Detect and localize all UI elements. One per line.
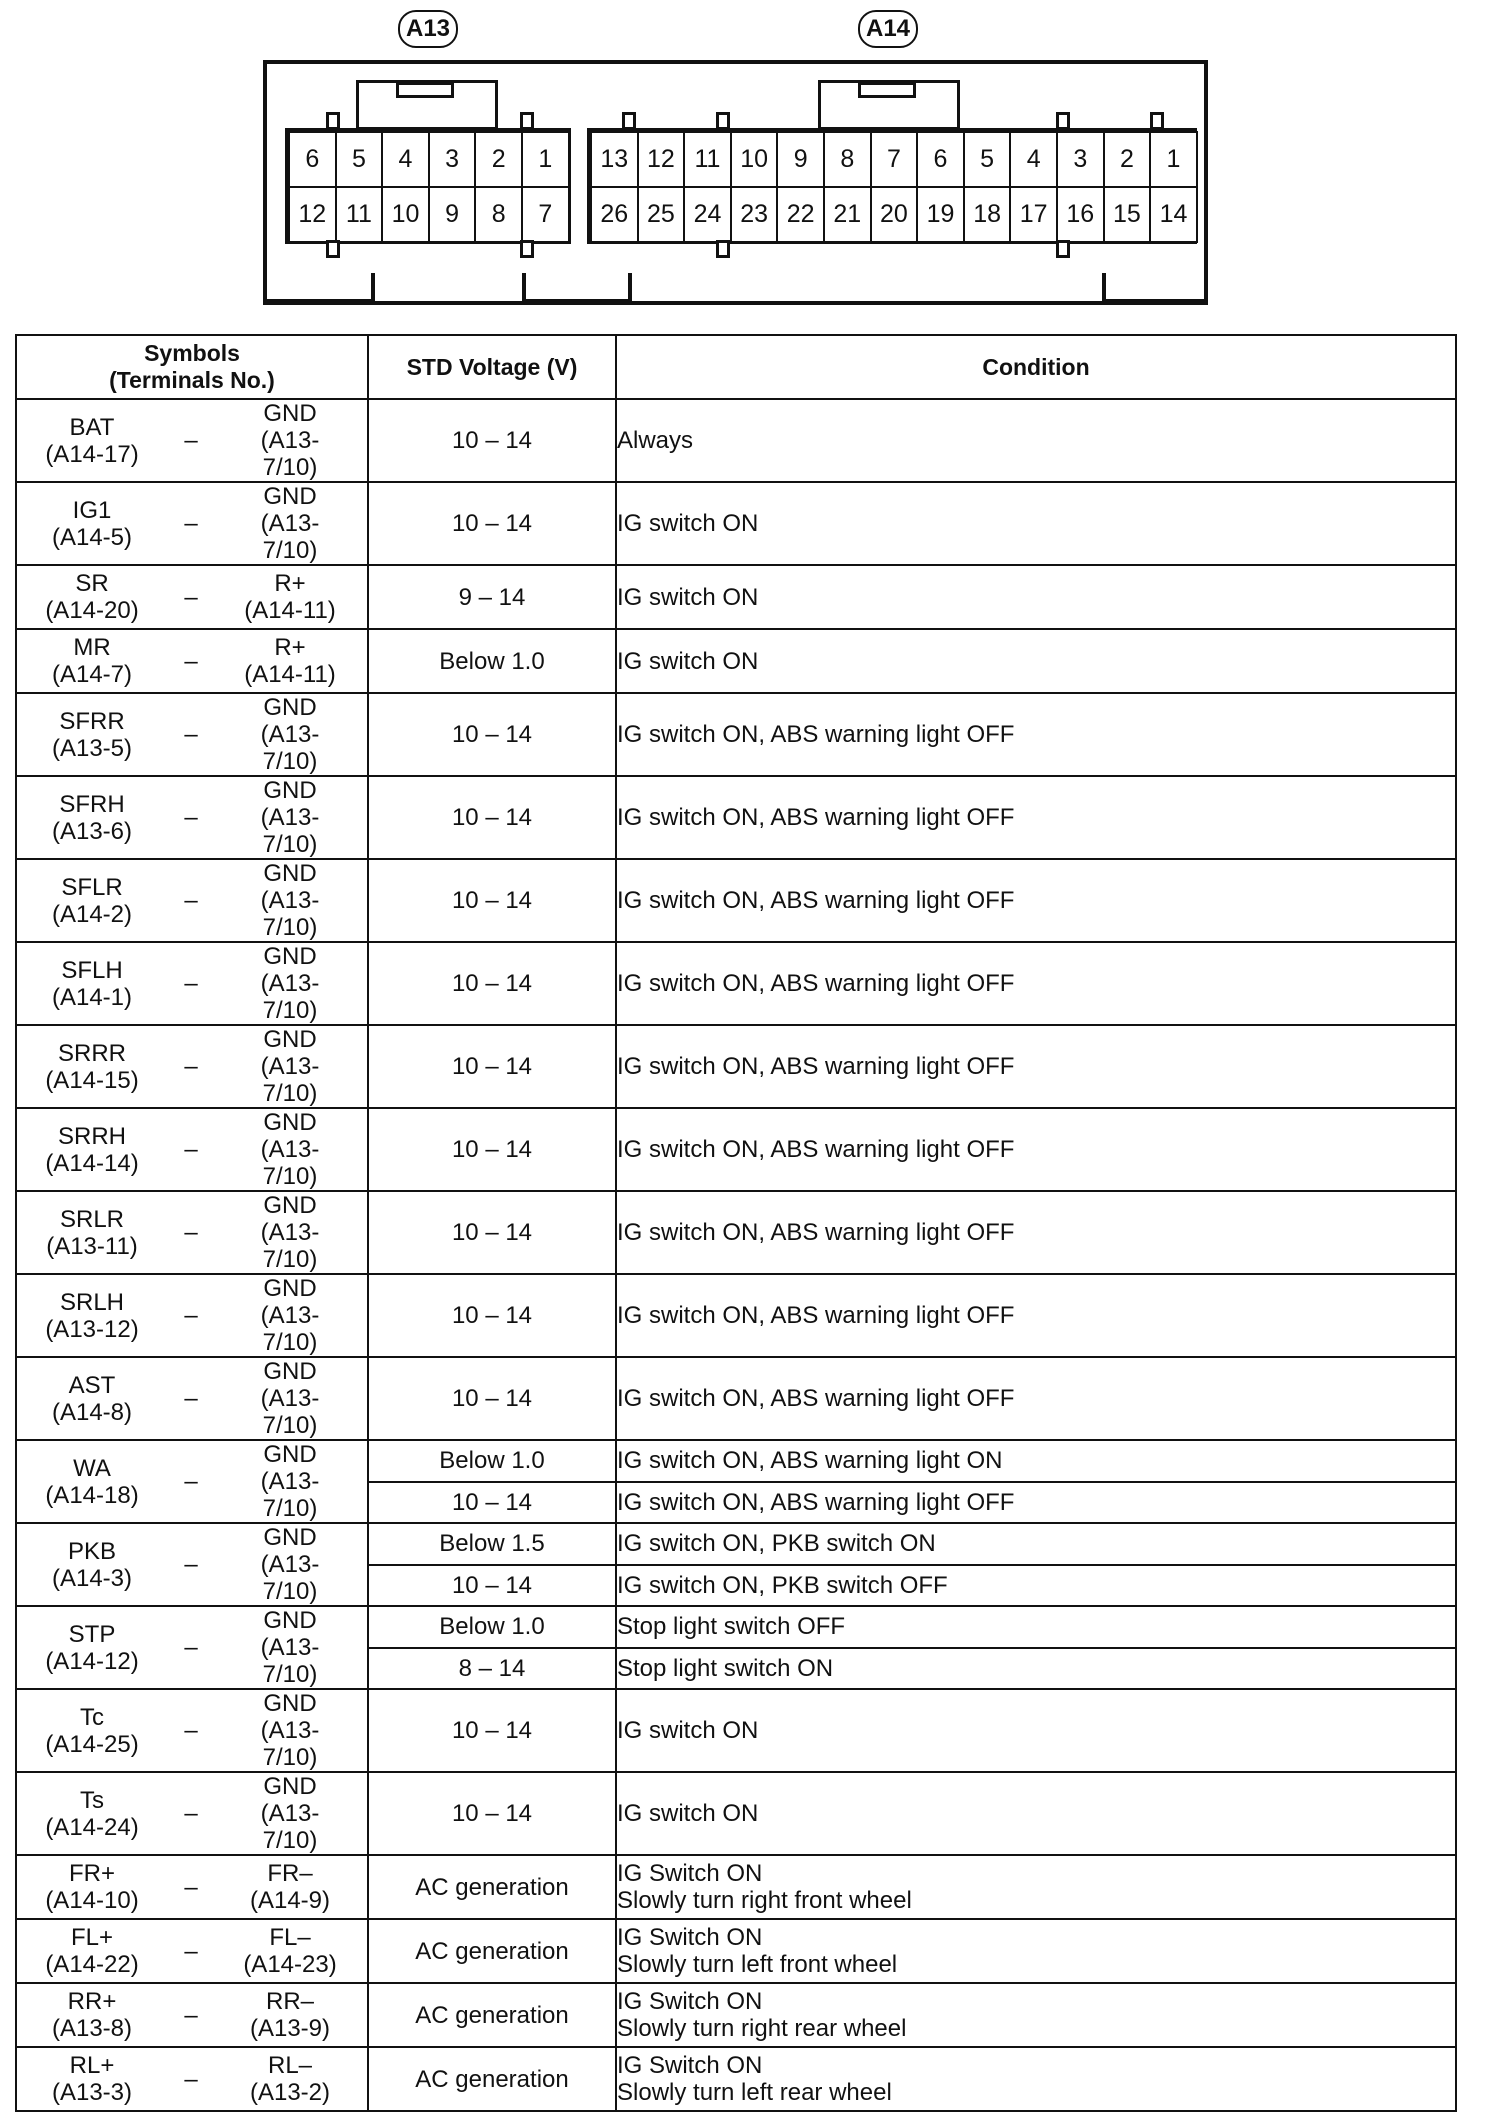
header-condition: Condition — [616, 335, 1456, 399]
a14-pin: 12 — [637, 131, 686, 188]
table-row — [16, 1606, 1456, 1648]
condition-cell: IG switch ON — [616, 1772, 1456, 1855]
symbol-from: Tc — [80, 1703, 104, 1731]
condition-cell: IG Switch ON Slowly turn right rear wheel — [616, 1983, 1456, 2047]
symbol-from: FL+ — [70, 1924, 114, 1951]
symbol-from: FR+ — [68, 1860, 115, 1887]
symbols-cell — [16, 1108, 368, 1191]
a13-pin: 12 — [288, 186, 337, 243]
dash-separator: – — [184, 2001, 198, 2029]
terminal-to: (A13- 7/10) — [260, 1468, 320, 1522]
symbols-cell — [16, 1919, 368, 1983]
symbol-to: FL– — [269, 1924, 311, 1951]
housing-foot — [263, 273, 375, 303]
symbol-from: SFLR — [61, 873, 123, 901]
table-row — [16, 1440, 1456, 1482]
std-voltage-cell: 8 – 14 — [368, 1648, 616, 1690]
a14-pin: 7 — [870, 131, 919, 188]
table-row — [16, 399, 1456, 482]
symbols-cell — [16, 1357, 368, 1440]
std-voltage-cell: AC generation — [368, 2047, 616, 2111]
symbol-from: SRLR — [59, 1205, 125, 1233]
dash-separator: – — [184, 1873, 198, 1901]
dash-separator: – — [184, 1468, 198, 1495]
a14-pin: 26 — [590, 186, 639, 243]
condition-cell: IG switch ON, PKB switch OFF — [616, 1565, 1456, 1607]
dash-separator: – — [184, 887, 198, 914]
terminal-to: (A13-2) — [249, 2079, 331, 2106]
connector-a14-pins — [587, 128, 1197, 244]
symbol-from: IG1 — [72, 496, 112, 524]
std-voltage-cell: 10 – 14 — [368, 1772, 616, 1855]
table-row — [16, 565, 1456, 629]
std-voltage-cell: AC generation — [368, 1983, 616, 2047]
a14-pin: 22 — [776, 186, 825, 243]
a13-pin: 5 — [335, 131, 384, 188]
symbol-to: GND — [263, 1275, 317, 1302]
condition-cell: IG switch ON, PKB switch ON — [616, 1523, 1456, 1565]
connector-latch-tab — [396, 82, 454, 98]
table-row — [16, 1983, 1456, 2047]
std-voltage-cell: 10 – 14 — [368, 1108, 616, 1191]
a14-pin: 21 — [823, 186, 872, 243]
header-std-voltage: STD Voltage (V) — [368, 335, 616, 399]
terminal-from: (A14-3) — [51, 1564, 133, 1592]
std-voltage-cell: 10 – 14 — [368, 942, 616, 1025]
symbol-to: RL– — [267, 2052, 313, 2079]
connector-label-a14: A14 — [858, 10, 918, 48]
symbol-to: GND — [263, 1607, 317, 1634]
a14-pin: 15 — [1103, 186, 1152, 243]
condition-cell: IG Switch ON Slowly turn left front wheel — [616, 1919, 1456, 1983]
symbols-cell — [16, 942, 368, 1025]
dash-separator: – — [184, 1717, 198, 1744]
dash-separator: – — [184, 1551, 198, 1578]
terminal-to: (A13- 7/10) — [260, 1717, 320, 1771]
symbol-to: GND — [263, 943, 317, 970]
std-voltage-cell: Below 1.5 — [368, 1523, 616, 1565]
a14-pin: 20 — [870, 186, 919, 243]
terminal-to: (A13- 7/10) — [260, 970, 320, 1024]
dash-separator: – — [184, 1219, 198, 1246]
symbols-cell — [16, 399, 368, 482]
std-voltage-cell: Below 1.0 — [368, 1606, 616, 1648]
terminal-to: (A14-23) — [243, 1951, 337, 1978]
symbol-to: GND — [263, 1690, 317, 1717]
symbol-to: GND — [263, 1109, 317, 1136]
connector-key — [622, 112, 636, 130]
terminal-to: (A13- 7/10) — [260, 1219, 320, 1273]
housing-foot — [522, 273, 632, 303]
a14-pin: 1 — [1149, 131, 1198, 188]
std-voltage-cell: 10 – 14 — [368, 1191, 616, 1274]
symbols-cell — [16, 482, 368, 565]
symbols-cell — [16, 1772, 368, 1855]
std-voltage-cell: 10 – 14 — [368, 776, 616, 859]
std-voltage-cell: Below 1.0 — [368, 1440, 616, 1482]
condition-cell: IG switch ON, ABS warning light OFF — [616, 1108, 1456, 1191]
std-voltage-cell: AC generation — [368, 1919, 616, 1983]
condition-cell: IG switch ON — [616, 482, 1456, 565]
a14-pin: 11 — [683, 131, 732, 188]
condition-cell: IG switch ON, ABS warning light OFF — [616, 1482, 1456, 1524]
dash-separator: – — [184, 510, 198, 537]
terminal-to: (A13- 7/10) — [260, 510, 320, 564]
table-row — [16, 1855, 1456, 1919]
terminal-to: (A13- 7/10) — [260, 1385, 320, 1439]
connector-latch-tab — [858, 82, 916, 98]
symbol-from: BAT — [69, 413, 115, 441]
std-voltage-cell: AC generation — [368, 1855, 616, 1919]
dash-separator: – — [184, 1937, 198, 1965]
std-voltage-cell: 10 – 14 — [368, 1565, 616, 1607]
condition-cell: Always — [616, 399, 1456, 482]
terminal-from: (A14-24) — [45, 1813, 139, 1841]
std-voltage-cell: Below 1.0 — [368, 629, 616, 693]
table-row — [16, 859, 1456, 942]
condition-cell: IG switch ON, ABS warning light OFF — [616, 776, 1456, 859]
terminal-to: (A13- 7/10) — [260, 1800, 320, 1854]
symbol-from: SFRR — [59, 707, 125, 735]
symbol-from: SRRR — [57, 1039, 126, 1067]
condition-cell: IG switch ON — [616, 565, 1456, 629]
table-row — [16, 1772, 1456, 1855]
dash-separator: – — [184, 721, 198, 748]
symbol-from: SFLH — [61, 956, 123, 984]
table-row — [16, 1689, 1456, 1772]
symbol-to: FR– — [267, 1860, 313, 1887]
symbol-to: RR– — [265, 1988, 314, 2015]
table-row — [16, 1191, 1456, 1274]
symbols-cell — [16, 1689, 368, 1772]
symbol-to: GND — [263, 777, 317, 804]
table-row — [16, 776, 1456, 859]
terminal-from: (A14-7) — [51, 661, 133, 688]
std-voltage-cell: 10 – 14 — [368, 482, 616, 565]
a13-pin: 7 — [521, 186, 570, 243]
terminal-to: (A13-9) — [249, 2015, 331, 2042]
symbol-from: WA — [73, 1454, 111, 1482]
a14-pin: 9 — [776, 131, 825, 188]
std-voltage-cell: 10 – 14 — [368, 859, 616, 942]
terminal-from: (A14-17) — [45, 440, 139, 468]
terminal-from: (A14-12) — [45, 1647, 139, 1675]
connector-key — [716, 240, 730, 258]
condition-cell: IG switch ON, ABS warning light ON — [616, 1440, 1456, 1482]
condition-cell: IG Switch ON Slowly turn left rear wheel — [616, 2047, 1456, 2111]
terminal-from: (A14-8) — [51, 1398, 133, 1426]
table-header-row — [16, 335, 1456, 399]
a14-pin: 2 — [1103, 131, 1152, 188]
symbol-to: GND — [263, 694, 317, 721]
terminal-from: (A13-8) — [51, 2015, 133, 2042]
dash-separator: – — [184, 804, 198, 831]
std-voltage-cell: 10 – 14 — [368, 1482, 616, 1524]
a14-pin: 25 — [637, 186, 686, 243]
condition-cell: IG switch ON, ABS warning light OFF — [616, 1274, 1456, 1357]
terminal-from: (A14-20) — [45, 597, 139, 624]
terminal-from: (A14-14) — [45, 1149, 139, 1177]
condition-cell: IG switch ON, ABS warning light OFF — [616, 942, 1456, 1025]
terminal-to: (A13- 7/10) — [260, 427, 320, 481]
connector-key — [520, 240, 534, 258]
symbol-from: AST — [68, 1371, 116, 1399]
condition-cell: IG switch ON — [616, 1689, 1456, 1772]
a14-pin: 14 — [1149, 186, 1198, 243]
dash-separator: – — [184, 970, 198, 997]
symbol-to: GND — [263, 483, 317, 510]
terminal-to: (A13- 7/10) — [260, 1551, 320, 1605]
std-voltage-cell: 9 – 14 — [368, 565, 616, 629]
a14-pin: 4 — [1009, 131, 1058, 188]
header-symbols: Symbols (Terminals No.) — [16, 335, 368, 399]
table-row — [16, 693, 1456, 776]
a14-pin: 5 — [963, 131, 1012, 188]
symbol-to: GND — [263, 400, 317, 427]
terminal-to: (A13- 7/10) — [260, 1302, 320, 1356]
symbol-from: RR+ — [67, 1988, 117, 2015]
table-row — [16, 2047, 1456, 2111]
dash-separator: – — [184, 2065, 198, 2093]
symbol-from: SRRH — [57, 1122, 126, 1150]
connector-key — [326, 112, 340, 130]
dash-separator: – — [184, 427, 198, 454]
a14-pin: 10 — [730, 131, 779, 188]
a13-pin: 6 — [288, 131, 337, 188]
a13-pin: 2 — [474, 131, 523, 188]
terminal-from: (A14-5) — [51, 523, 133, 551]
symbol-from: SR — [75, 570, 109, 597]
dash-separator: – — [184, 1302, 198, 1329]
symbol-from: SFRH — [59, 790, 125, 818]
a13-pin: 11 — [335, 186, 384, 243]
terminal-from: (A14-18) — [45, 1481, 139, 1509]
std-voltage-cell: 10 – 14 — [368, 1357, 616, 1440]
a14-pin: 8 — [823, 131, 872, 188]
symbols-cell — [16, 1025, 368, 1108]
terminal-from: (A13-11) — [46, 1232, 138, 1260]
condition-cell: IG switch ON, ABS warning light OFF — [616, 1357, 1456, 1440]
condition-cell: IG Switch ON Slowly turn right front wheel — [616, 1855, 1456, 1919]
terminal-to: (A13- 7/10) — [260, 1634, 320, 1688]
symbol-from: RL+ — [69, 2052, 115, 2079]
connector-key — [1056, 240, 1070, 258]
symbols-cell — [16, 629, 368, 693]
dash-separator: – — [184, 1800, 198, 1827]
symbol-to: R+ — [274, 634, 306, 661]
symbol-from: STP — [68, 1620, 116, 1648]
terminal-from: (A14-22) — [45, 1951, 139, 1978]
symbol-to: GND — [263, 860, 317, 887]
symbols-cell — [16, 1274, 368, 1357]
symbol-from: PKB — [67, 1537, 117, 1565]
table-row — [16, 629, 1456, 693]
condition-cell: IG switch ON — [616, 629, 1456, 693]
symbols-cell — [16, 693, 368, 776]
condition-cell: Stop light switch OFF — [616, 1606, 1456, 1648]
table-row — [16, 482, 1456, 565]
symbol-from: Ts — [80, 1786, 104, 1814]
symbols-cell — [16, 1440, 368, 1523]
dash-separator: – — [184, 1385, 198, 1412]
symbol-to: R+ — [274, 570, 306, 597]
dash-separator: – — [184, 647, 198, 675]
symbol-to: GND — [263, 1192, 317, 1219]
housing-foot — [1102, 273, 1208, 303]
symbols-cell — [16, 776, 368, 859]
symbol-from: MR — [73, 634, 111, 661]
connector-key — [520, 112, 534, 130]
a13-pin: 3 — [428, 131, 477, 188]
symbols-cell — [16, 1191, 368, 1274]
std-voltage-cell: 10 – 14 — [368, 1025, 616, 1108]
connector-diagram — [0, 0, 1504, 320]
terminal-voltage-table — [15, 334, 1457, 2112]
a13-pin: 10 — [381, 186, 430, 243]
symbols-cell — [16, 859, 368, 942]
connector-key — [326, 240, 340, 258]
a14-pin: 19 — [916, 186, 965, 243]
terminal-from: (A14-25) — [45, 1730, 139, 1758]
std-voltage-cell: 10 – 14 — [368, 399, 616, 482]
std-voltage-cell: 10 – 14 — [368, 1689, 616, 1772]
a14-pin: 6 — [916, 131, 965, 188]
terminal-from: (A14-10) — [45, 1887, 139, 1914]
terminal-to: (A13- 7/10) — [260, 804, 320, 858]
a14-pin: 17 — [1009, 186, 1058, 243]
terminal-from: (A14-15) — [45, 1066, 139, 1094]
connector-key — [1056, 112, 1070, 130]
a14-pin: 18 — [963, 186, 1012, 243]
terminal-to: (A13- 7/10) — [260, 1136, 320, 1190]
symbol-to: GND — [263, 1524, 317, 1551]
terminal-to: (A14-9) — [249, 1887, 331, 1914]
terminal-to: (A14-11) — [244, 661, 336, 688]
symbols-cell — [16, 1855, 368, 1919]
terminal-to: (A14-11) — [244, 597, 336, 624]
std-voltage-cell: 10 – 14 — [368, 1274, 616, 1357]
a14-pin: 23 — [730, 186, 779, 243]
symbol-to: GND — [263, 1026, 317, 1053]
a13-pin: 8 — [474, 186, 523, 243]
symbol-to: GND — [263, 1358, 317, 1385]
terminal-to: (A13- 7/10) — [260, 1053, 320, 1107]
dash-separator: – — [184, 1634, 198, 1661]
table-row — [16, 1919, 1456, 1983]
a14-pin: 16 — [1056, 186, 1105, 243]
a14-pin: 13 — [590, 131, 639, 188]
symbols-cell — [16, 2047, 368, 2111]
symbols-cell — [16, 1606, 368, 1689]
connector-key — [1150, 112, 1164, 130]
condition-cell: IG switch ON, ABS warning light OFF — [616, 1025, 1456, 1108]
a13-pin: 4 — [381, 131, 430, 188]
symbol-from: SRLH — [59, 1288, 125, 1316]
symbol-to: GND — [263, 1773, 317, 1800]
connector-a13-pins — [285, 128, 571, 244]
symbols-cell — [16, 1983, 368, 2047]
a13-pin: 9 — [428, 186, 477, 243]
condition-cell: IG switch ON, ABS warning light OFF — [616, 859, 1456, 942]
table-row — [16, 942, 1456, 1025]
table-row — [16, 1108, 1456, 1191]
terminal-from: (A13-5) — [51, 734, 133, 762]
a13-pin: 1 — [521, 131, 570, 188]
terminal-from: (A13-6) — [51, 817, 133, 845]
terminal-to: (A13- 7/10) — [260, 721, 320, 775]
terminal-from: (A14-1) — [51, 983, 133, 1011]
std-voltage-cell: 10 – 14 — [368, 693, 616, 776]
terminal-from: (A14-2) — [51, 900, 133, 928]
symbols-cell — [16, 565, 368, 629]
terminal-to: (A13- 7/10) — [260, 887, 320, 941]
terminal-from: (A13-3) — [51, 2079, 133, 2106]
table-row — [16, 1274, 1456, 1357]
a14-pin: 24 — [683, 186, 732, 243]
connector-label-a13: A13 — [398, 10, 458, 48]
condition-cell: IG switch ON, ABS warning light OFF — [616, 693, 1456, 776]
table-row — [16, 1025, 1456, 1108]
dash-separator: – — [184, 1053, 198, 1080]
terminal-from: (A13-12) — [45, 1315, 139, 1343]
table-row — [16, 1357, 1456, 1440]
symbols-cell — [16, 1523, 368, 1606]
table-row — [16, 1523, 1456, 1565]
symbol-to: GND — [263, 1441, 317, 1468]
dash-separator: – — [184, 1136, 198, 1163]
condition-cell: Stop light switch ON — [616, 1648, 1456, 1690]
a14-pin: 3 — [1056, 131, 1105, 188]
dash-separator: – — [184, 583, 198, 611]
connector-key — [716, 112, 730, 130]
condition-cell: IG switch ON, ABS warning light OFF — [616, 1191, 1456, 1274]
